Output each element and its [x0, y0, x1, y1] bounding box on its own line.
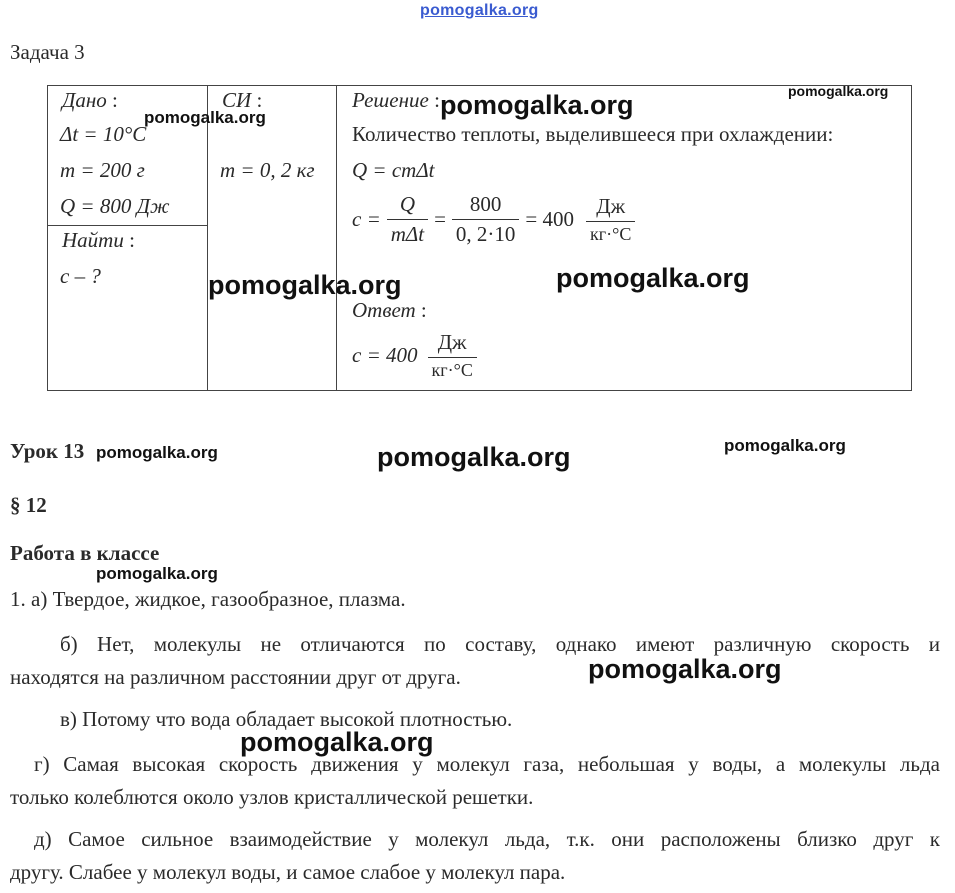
- given-mass: m = 200 г: [60, 158, 145, 182]
- watermark-11: pomogalka.org: [240, 727, 434, 757]
- given-delta-t: Δt = 10°C: [60, 122, 147, 146]
- find-header: Найти :: [62, 228, 135, 252]
- given-header: Дано :: [62, 88, 118, 112]
- watermark-6: pomogalka.org: [96, 443, 218, 462]
- si-mass: m = 0, 2 кг: [220, 158, 315, 182]
- lesson-title: Урок 13: [10, 439, 85, 463]
- watermark-9: pomogalka.org: [96, 564, 218, 583]
- watermark-1: pomogalka.org: [440, 90, 634, 120]
- solution-text: Количество теплоты, выделившееся при охлаждении:: [352, 122, 834, 146]
- item-a: 1. а) Твердое, жидкое, газообразное, плазма.: [10, 587, 406, 611]
- formula-heat: Q = cmΔt: [352, 158, 435, 182]
- item-g: г) Самая высокая скорость движения у молекул газа, небольшая у воды, а молекулы льда только колеблются около узлов кристаллической решетки.: [10, 752, 940, 809]
- section-title: § 12: [10, 493, 47, 517]
- item-v: в) Потому что вода обладает высокой плотностью.: [60, 707, 513, 731]
- answer-header: Ответ :: [352, 298, 427, 322]
- si-header: СИ :: [222, 88, 263, 112]
- watermark-2: pomogalka.org: [788, 83, 889, 99]
- item-d: д) Самое сильное взаимодействие у молекул льда, т.к. они расположены близко друг к другу. Слабее у молекул воды, и самое слабое у молекул пара.: [10, 827, 940, 884]
- solution-header: Решение :: [352, 88, 440, 112]
- classwork-title: Работа в классе: [10, 541, 160, 565]
- watermark-3: pomogalka.org: [144, 108, 266, 127]
- formula-specific-heat: c = $\frac{Q}{\text{mΔt}}$ = $\frac{800}{0, 2\cdot 10}$ = 400 $\frac{Дж}{кг\cdot^\circ C}$: [352, 192, 635, 247]
- given-heat: Q = 800 Дж: [60, 194, 170, 218]
- watermark-8: pomogalka.org: [724, 436, 846, 455]
- find-value: c – ?: [60, 264, 101, 288]
- site-header-link[interactable]: pomogalka.org: [420, 2, 539, 19]
- watermark-10: pomogalka.org: [588, 654, 782, 684]
- answer-value: c = 400 $\frac{Дж}{кг\cdot^\circ C}$: [352, 330, 477, 381]
- item-b: б) Нет, молекулы не отличаются по составу, однако имеют различную скорость и находятся на различном расстоянии друг от друга.: [10, 632, 940, 689]
- watermark-7: pomogalka.org: [377, 442, 571, 472]
- task-title: Задача 3: [10, 40, 85, 64]
- watermark-5: pomogalka.org: [556, 263, 750, 293]
- watermark-4: pomogalka.org: [208, 270, 402, 300]
